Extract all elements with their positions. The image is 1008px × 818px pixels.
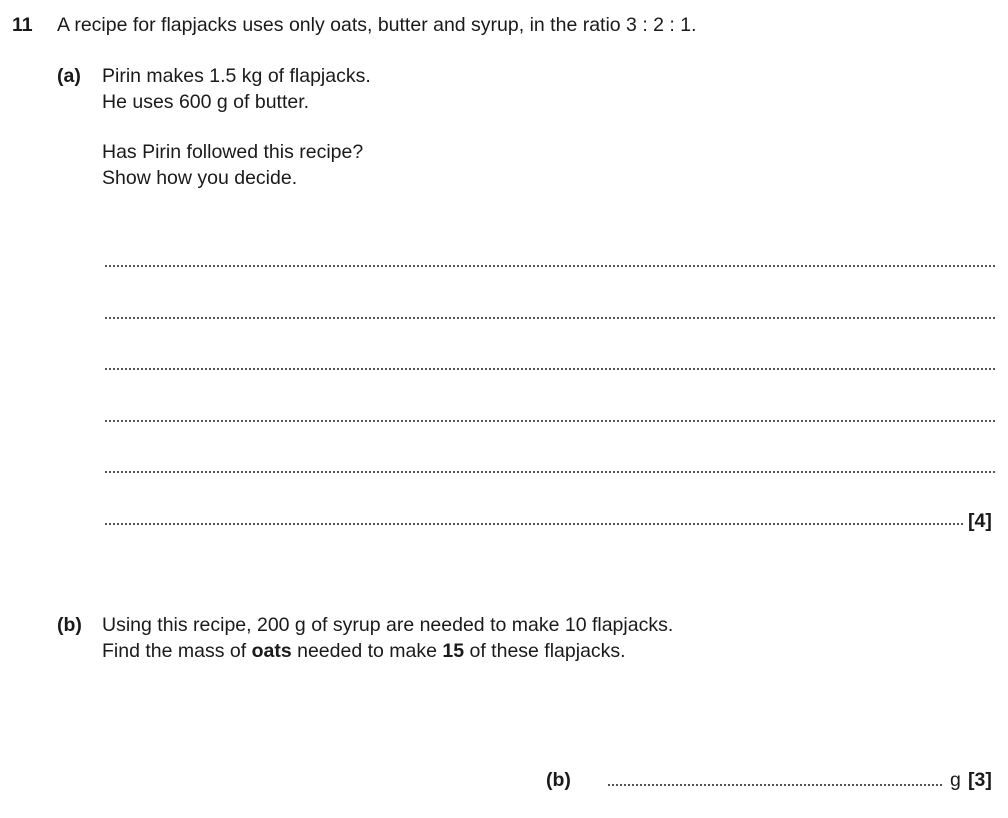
part-b-bold-15: 15 — [442, 640, 465, 662]
answer-line-a-5[interactable] — [105, 471, 995, 473]
part-b-line-2 — [102, 640, 626, 663]
question-stem: A recipe for flapjacks uses only oats, butter and syrup, in the ratio 3 : 2 : 1. — [57, 14, 697, 36]
part-a-line-1: Pirin makes 1.5 kg of flapjacks. — [102, 65, 371, 87]
part-a-line-2: He uses 600 g of butter. — [102, 91, 310, 113]
part-a-label: (a) — [57, 65, 81, 87]
part-b-line-2-post: of these flapjacks. — [464, 640, 626, 662]
part-b-marks: [3] — [968, 769, 992, 791]
part-b-line-2-pre: Find the mass of — [102, 640, 252, 662]
part-a-line-3: Has Pirin followed this recipe? — [102, 141, 364, 163]
question-number: 11 — [12, 14, 33, 36]
part-b-line-2-mid: needed to make — [291, 640, 443, 662]
part-a-line-4: Show how you decide. — [102, 167, 298, 189]
answer-line-a-4[interactable] — [105, 420, 995, 422]
part-b-answer-label: (b) — [546, 769, 571, 791]
answer-line-a-1[interactable] — [105, 265, 995, 267]
part-b-unit: g — [950, 769, 961, 791]
part-b-label: (b) — [57, 614, 82, 636]
part-b-line-1: Using this recipe, 200 g of syrup are needed to make 10 flapjacks. — [102, 614, 674, 636]
answer-line-b[interactable] — [608, 784, 942, 786]
answer-line-a-6[interactable] — [105, 523, 963, 525]
part-b-bold-oats: oats — [251, 640, 292, 662]
part-a-marks: [4] — [968, 510, 992, 532]
answer-line-a-3[interactable] — [105, 368, 995, 370]
answer-line-a-2[interactable] — [105, 317, 995, 319]
